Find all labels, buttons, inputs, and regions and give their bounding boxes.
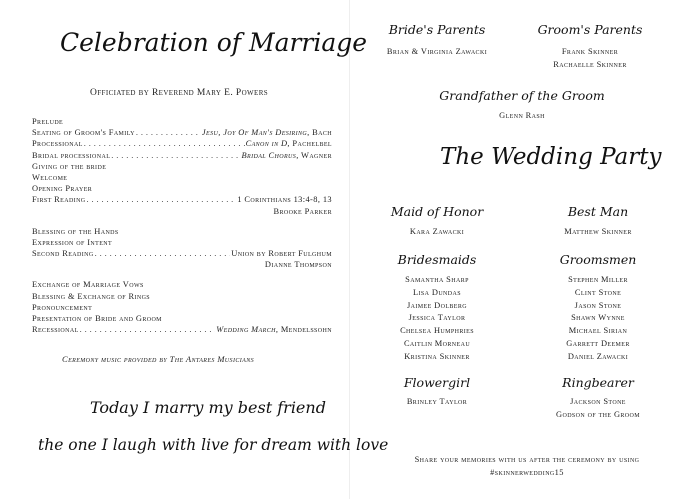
grandfather-names [499, 110, 545, 123]
program-item [32, 313, 332, 324]
program-item-label: Presentation of Bride and Groom [32, 314, 162, 323]
dot-leader [84, 138, 245, 149]
dot-leader [87, 194, 237, 205]
person-name: Garrett Deemer [566, 338, 630, 348]
brides-parents-heading: Bride's Parents [388, 22, 486, 37]
wedding-party-title: The Wedding Party [440, 144, 662, 170]
program-item [32, 116, 332, 127]
reader-name: Brooke Parker [273, 206, 332, 216]
groomsmen-names [566, 274, 629, 364]
program-item [32, 138, 332, 149]
ceremony-program [32, 116, 332, 335]
person-name: Daniel Zawacki [567, 351, 629, 361]
closing-line-1: Share your memories with us after the ceremony by using [414, 455, 640, 464]
grandfather-heading: Grandfather of the Groom [439, 88, 605, 103]
program-item [32, 291, 332, 302]
program-item [32, 161, 332, 172]
program-item-label: Prelude [32, 117, 64, 126]
closing-note [397, 454, 657, 479]
person-name: Jessica Taylor [408, 313, 466, 323]
piece-title: Canon in D [245, 139, 288, 149]
dot-leader [111, 150, 240, 161]
program-item-value: 1 Corinthians 13:4-8, 13 [237, 195, 332, 205]
composer: , Bach [307, 128, 332, 138]
dot-leader [136, 127, 201, 138]
maid-of-honor-names [410, 226, 464, 239]
program-item [32, 183, 332, 194]
person-name: Kara Zawacki [409, 227, 465, 236]
composer: , Pachelbel [287, 139, 332, 149]
closing-hashtag: #skinnerwedding15 [490, 467, 564, 477]
person-name: Glenn Rash [499, 111, 545, 120]
program-item-label: First Reading [32, 195, 86, 205]
person-name: Jaimee Dolberg [407, 300, 467, 310]
program-item [32, 279, 332, 290]
program-item-value [216, 324, 332, 335]
program-spacer [32, 217, 332, 226]
officiant-line: Officiated by Reverend Mary E. Powers [90, 88, 269, 98]
program-item [32, 172, 332, 183]
person-name: Shawn Wynne [571, 313, 625, 323]
program-item-label: Expression of Intent [32, 237, 113, 247]
flowergirl-names [407, 396, 467, 409]
person-name: Kristina Skinner [404, 351, 470, 361]
piece-title: Wedding March [216, 325, 276, 335]
program-item-label: Opening Prayer [32, 184, 93, 194]
person-name: Jason Stone [574, 300, 622, 310]
dot-leader [95, 248, 231, 259]
person-name: Rachaelle Skinner [553, 59, 627, 69]
piece-title: Bridal Chorus [241, 150, 297, 160]
person-name: Stephen Miller [568, 275, 628, 284]
person-name: Samantha Sharp [405, 275, 469, 284]
program-spacer [32, 270, 332, 279]
quote-line-2: the one I laugh with live for dream with love [38, 436, 389, 454]
grooms-parents-heading: Groom's Parents [537, 22, 643, 37]
program-item-label: Giving of the bride [32, 161, 107, 171]
brides-parents-names [387, 46, 487, 59]
composer: , Wagner [296, 150, 332, 160]
person-name: Caitlin Morneau [403, 338, 471, 348]
person-name: Brinley Taylor [406, 397, 468, 406]
quote-line-1: Today I marry my best friend [90, 398, 326, 417]
piece-title: Jesu, Joy Of Man's Desiring [201, 128, 308, 138]
best-man-heading: Best Man [567, 204, 629, 219]
program-item-label: Recessional [32, 325, 79, 335]
program-item [32, 226, 332, 237]
best-man-names [564, 226, 632, 239]
person-name: Chelsea Humphries [400, 326, 474, 336]
program-item [32, 150, 332, 161]
program-item [32, 127, 332, 138]
right-page [350, 0, 700, 499]
grooms-parents-names [553, 46, 626, 72]
person-name: Frank Skinner [561, 47, 619, 56]
program-item [32, 237, 332, 248]
maid-of-honor-heading: Maid of Honor [390, 204, 484, 219]
program-item [32, 302, 332, 313]
person-name: Matthew Skinner [564, 227, 632, 236]
program-item-label: Bridal processional [32, 150, 111, 160]
dot-leader [80, 324, 216, 335]
program-title: Celebration of Marriage [60, 28, 368, 57]
program-item [32, 194, 332, 205]
program-item-label: Welcome [32, 172, 68, 182]
program-item-value: Union by Robert Fulghum [231, 249, 332, 259]
program-item-label: Exchange of Marriage Vows [32, 280, 144, 290]
program-item-value [246, 138, 332, 149]
ringbearer-names [556, 396, 640, 422]
person-name: Jackson Stone [570, 397, 626, 406]
flowergirl-heading: Flowergirl [403, 375, 471, 390]
reader-name: Dianne Thompson [264, 260, 332, 270]
program-item [32, 324, 332, 335]
bridesmaids-names [400, 274, 474, 364]
program-item-label: Pronouncement [32, 302, 93, 312]
program-item-label: Processional [32, 139, 83, 149]
person-name: Godson of the Groom [556, 409, 640, 419]
program-item-label: Blessing of the Hands [32, 226, 119, 236]
music-credit: Ceremony music provided by The Antares Musicians [62, 354, 255, 364]
ringbearer-heading: Ringbearer [562, 375, 634, 390]
person-name: Michael Sirian [568, 326, 628, 336]
program-item-value [202, 127, 332, 138]
person-name: Brian & Virginia Zawacki [386, 47, 488, 56]
program-item-label: Seating of Groom's Family [32, 128, 135, 138]
program-item-value [242, 150, 332, 161]
program-item [32, 248, 332, 259]
program-item-label: Second Reading [32, 249, 94, 259]
person-name: Clint Stone [574, 287, 622, 297]
program-item-label: Blessing & Exchange of Rings [32, 291, 151, 301]
groomsmen-heading: Groomsmen [559, 252, 637, 267]
composer: , Mendelssohn [275, 325, 332, 335]
person-name: Lisa Dundas [413, 287, 461, 297]
bridesmaids-heading: Bridesmaids [397, 252, 477, 267]
